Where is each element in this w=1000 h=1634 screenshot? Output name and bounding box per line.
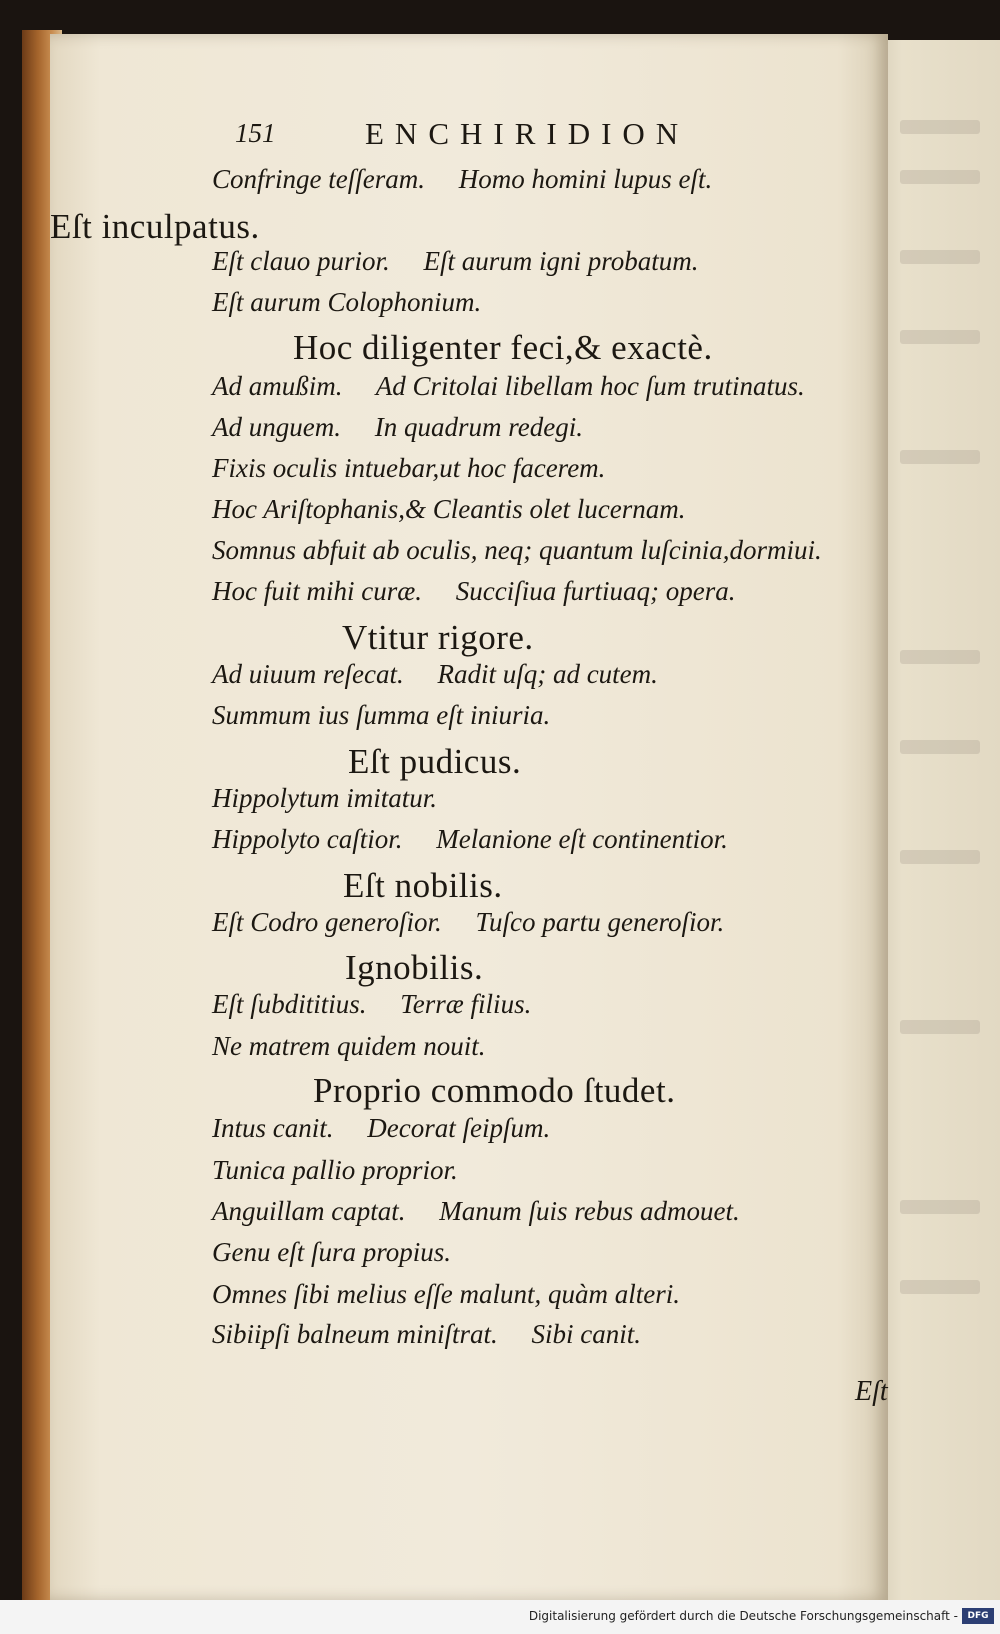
bleed-through: [900, 850, 980, 864]
proverb-line: Eſt aurum Colophonium.: [212, 287, 482, 317]
proverb-line: Intus canit. Decorat ſeipſum.: [212, 1113, 551, 1143]
section-heading: Eſt inculpatus.: [50, 207, 260, 246]
section-heading: Eſt pudicus.: [348, 742, 522, 781]
running-head: [235, 116, 795, 156]
bleed-through: [900, 740, 980, 754]
proverb-line: Tunica pallio proprior.: [212, 1155, 458, 1185]
bleed-through: [900, 250, 980, 264]
proverb-line: Somnus abfuit ab oculis, neq; quantum luſcinia,dormiui.: [212, 535, 822, 565]
proverb-line: Hoc fuit mihi curæ. Succiſiua furtiuaq; opera.: [212, 576, 736, 606]
book-page: [50, 34, 888, 1600]
page-number: 151: [235, 118, 276, 148]
proverb-line: Sibiipſi balneum miniſtrat. Sibi canit.: [212, 1319, 641, 1349]
footer-credit: Digitalisierung gefördert durch die Deutsche Forschungsgemeinschaft -: [528, 1609, 958, 1623]
dfg-logo: DFG: [962, 1608, 994, 1624]
proverb-line: Confringe teſſeram. Homo homini lupus eſt.: [212, 164, 713, 194]
section-heading: Hoc diligenter feci,& exactè.: [293, 328, 713, 367]
bleed-through: [900, 1280, 980, 1294]
proverb-line: Eſt ſubdititius. Terræ filius.: [212, 989, 532, 1019]
section-heading: Vtitur rigore.: [342, 618, 534, 657]
header-title: ENCHIRIDION: [365, 116, 690, 151]
proverb-line: Hoc Ariſtophanis,& Cleantis olet lucernam.: [212, 494, 686, 524]
footer-bar: [0, 1600, 1000, 1634]
catchword: Eſt: [855, 1376, 888, 1407]
proverb-line: Genu eſt ſura propius.: [212, 1237, 451, 1267]
proverb-line: Ne matrem quidem nouit.: [212, 1031, 486, 1061]
proverb-line: Ad uiuum reſecat. Radit uſq; ad cutem.: [212, 659, 658, 689]
bleed-through: [900, 650, 980, 664]
section-heading: Proprio commodo ſtudet.: [313, 1071, 676, 1110]
proverb-line: Fixis oculis intuebar,ut hoc facerem.: [212, 453, 606, 483]
bleed-through: [900, 330, 980, 344]
bleed-through: [900, 1020, 980, 1034]
proverb-line: Anguillam captat. Manum ſuis rebus admouet.: [212, 1196, 740, 1226]
proverb-line: Summum ius ſumma eſt iniuria.: [212, 700, 551, 730]
proverb-line: Ad amußim. Ad Critolai libellam hoc ſum trutinatus.: [212, 371, 805, 401]
proverb-line: Hippolyto caſtior. Melanione eſt continentior.: [212, 824, 728, 854]
proverb-line: Eſt clauo purior. Eſt aurum igni probatum.: [212, 246, 699, 276]
proverb-line: Ad unguem. In quadrum redegi.: [212, 412, 583, 442]
proverb-line: Eſt Codro generoſior. Tuſco partu generoſior.: [212, 907, 725, 937]
bleed-through: [900, 1200, 980, 1214]
proverb-line: Omnes ſibi melius eſſe malunt, quàm alteri.: [212, 1279, 680, 1309]
section-heading: Eſt nobilis.: [343, 866, 503, 905]
bleed-through: [900, 450, 980, 464]
section-heading: Ignobilis.: [345, 948, 484, 987]
proverb-line: Hippolytum imitatur.: [212, 783, 438, 813]
bleed-through: [900, 170, 980, 184]
bleed-through: [900, 120, 980, 134]
